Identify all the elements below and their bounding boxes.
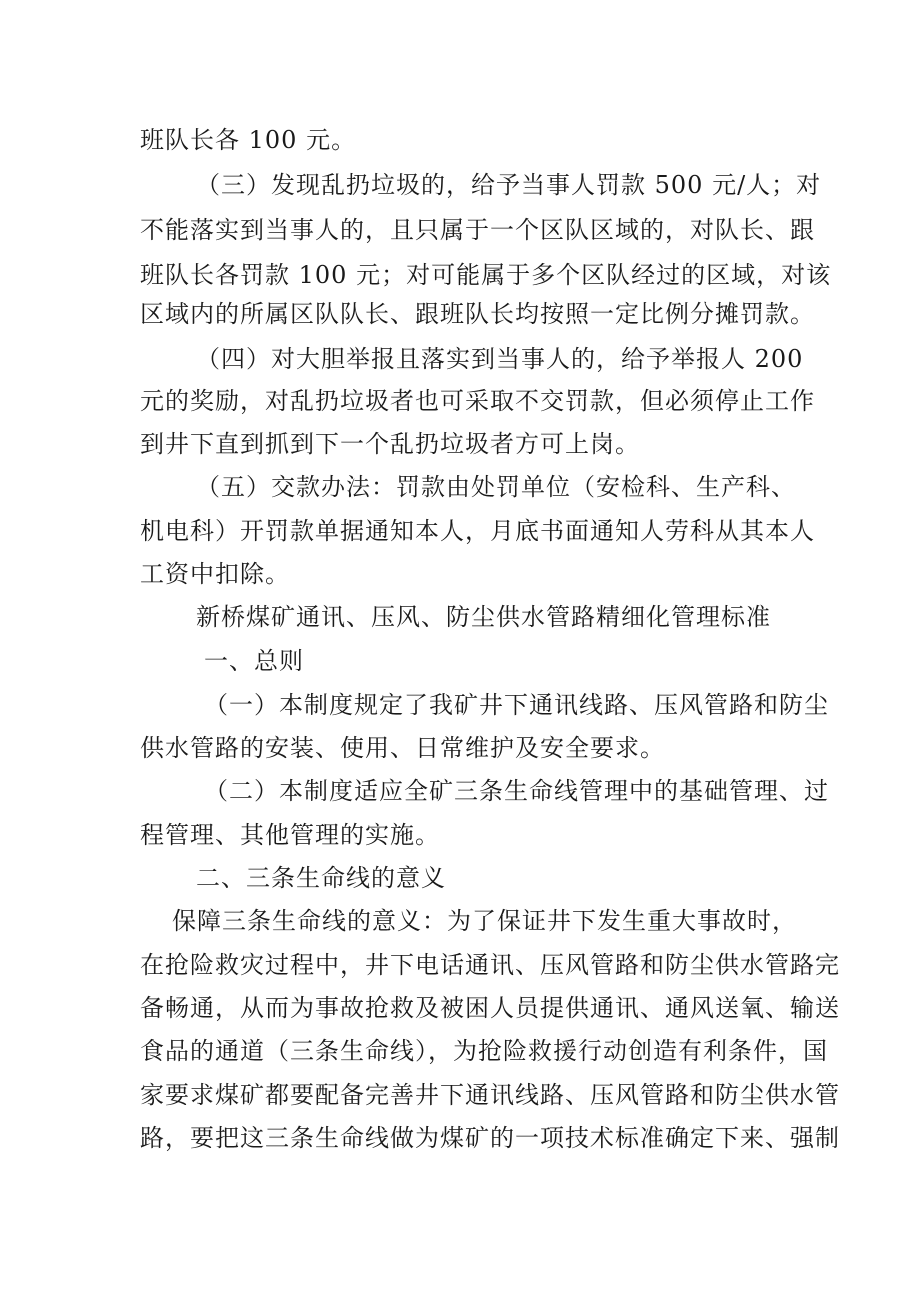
paragraph-line: 机电科）开罚款单据通知本人，月底书面通知人劳科从其本人	[140, 517, 815, 545]
paragraph-line: 班队长各罚款 100 元；对可能属于多个区队经过的区域，对该	[140, 261, 832, 289]
paragraph-line: （四）对大胆举报且落实到当事人的，给予举报人 200	[196, 345, 804, 373]
paragraph-line: （一）本制度规定了我矿井下通讯线路、压风管路和防尘	[204, 691, 829, 719]
paragraph-line: 不能落实到当事人的，且只属于一个区队区域的，对队长、跟	[140, 216, 815, 244]
section-title: 新桥煤矿通讯、压风、防尘供水管路精细化管理标准	[196, 603, 771, 631]
section-heading: 二、三条生命线的意义	[196, 864, 446, 892]
section-heading: 一、总则	[204, 647, 304, 675]
paragraph-line: 工资中扣除。	[140, 560, 290, 588]
paragraph-line: （二）本制度适应全矿三条生命线管理中的基础管理、过	[204, 777, 829, 805]
paragraph-line: 在抢险救灾过程中，井下电话通讯、压风管路和防尘供水管路完	[140, 951, 840, 979]
paragraph-line: 班队长各 100 元。	[140, 126, 357, 154]
paragraph-line: 保障三条生命线的意义：为了保证井下发生重大事故时，	[172, 907, 797, 935]
paragraph-line: 家要求煤矿都要配备完善井下通讯线路、压风管路和防尘供水管	[140, 1081, 840, 1109]
paragraph-line: 区域内的所属区队队长、跟班队长均按照一定比例分摊罚款。	[140, 300, 815, 328]
paragraph-line: 备畅通，从而为事故抢救及被困人员提供通讯、通风送氧、输送	[140, 994, 840, 1022]
paragraph-line: （五）交款办法：罚款由处罚单位（安检科、生产科、	[196, 473, 796, 501]
paragraph-line: 路，要把这三条生命线做为煤矿的一项技术标准确定下来、强制	[140, 1124, 840, 1152]
paragraph-line: 到井下直到抓到下一个乱扔垃圾者方可上岗。	[140, 430, 640, 458]
paragraph-line: 供水管路的安装、使用、日常维护及安全要求。	[140, 734, 665, 762]
paragraph-line: 食品的通道（三条生命线），为抢险救援行动创造有利条件，国	[140, 1037, 828, 1065]
paragraph-line: 程管理、其他管理的实施。	[140, 821, 440, 849]
paragraph-line: 元的奖励，对乱扔垃圾者也可采取不交罚款，但必须停止工作	[140, 387, 815, 415]
paragraph-line: （三）发现乱扔垃圾的，给予当事人罚款 500 元/人；对	[196, 171, 822, 199]
